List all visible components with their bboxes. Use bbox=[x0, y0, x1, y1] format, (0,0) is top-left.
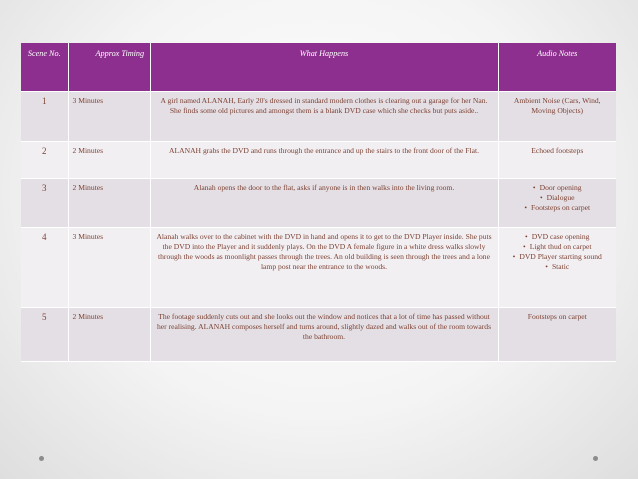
table-row bbox=[21, 92, 616, 142]
audio-note-text: DVD Player starting sound bbox=[519, 252, 602, 262]
audio-note-text: Door opening bbox=[539, 183, 582, 192]
header-row bbox=[21, 43, 616, 92]
audio-notes: Echoed footsteps bbox=[498, 142, 616, 179]
scene-table bbox=[21, 43, 616, 362]
approx-timing: 3 Minutes bbox=[68, 228, 150, 308]
what-happens: ALANAH grabs the DVD and runs through the entrance and up the stairs to the front door of the Flat. bbox=[150, 142, 498, 179]
audio-notes bbox=[498, 179, 616, 228]
header-what-happens: What Happens bbox=[150, 43, 498, 92]
scene-number: 1 bbox=[21, 92, 68, 142]
scene-number: 4 bbox=[21, 228, 68, 308]
audio-notes: Footsteps on carpet bbox=[498, 308, 616, 362]
audio-note-text: Static bbox=[551, 262, 570, 272]
bullet-icon: • bbox=[525, 232, 528, 241]
audio-note-text: DVD case opening bbox=[531, 232, 590, 241]
approx-timing: 3 Minutes bbox=[68, 92, 150, 142]
scene-number: 3 bbox=[21, 179, 68, 228]
list-item bbox=[503, 242, 613, 252]
table-row bbox=[21, 228, 616, 308]
audio-note-text: Footsteps on carpet bbox=[531, 203, 591, 213]
left-dot-icon bbox=[39, 456, 44, 461]
what-happens: Alanah walks over to the cabinet with the DVD in hand and opens it to get to the DVD Player inside. She puts the DVD into the Player and it suddenly plays. On the DVD A female figure in a white dress walks slowly through the woods as moonlight passes through the trees. An old building is seen through the trees and a lone lamp post near the entrance to the woods. bbox=[150, 228, 498, 308]
table-row bbox=[21, 142, 616, 179]
bullet-icon: • bbox=[545, 262, 548, 272]
header-scene: Scene No. bbox=[21, 43, 68, 92]
scene-number: 5 bbox=[21, 308, 68, 362]
bullet-icon: • bbox=[539, 193, 543, 203]
bullet-icon: • bbox=[523, 242, 526, 252]
bullet-icon: • bbox=[532, 183, 536, 192]
right-dot-icon bbox=[593, 456, 598, 461]
list-item bbox=[503, 262, 613, 272]
approx-timing: 2 Minutes bbox=[68, 179, 150, 228]
bullet-icon: • bbox=[524, 203, 528, 213]
audio-notes: Ambient Noise (Cars, Wind, Moving Objects) bbox=[498, 92, 616, 142]
audio-notes-list bbox=[503, 232, 613, 272]
audio-notes bbox=[498, 228, 616, 308]
header-audio-notes: Audio Notes bbox=[498, 43, 616, 92]
list-item bbox=[503, 203, 613, 213]
audio-notes-list bbox=[503, 183, 613, 213]
list-item bbox=[503, 232, 613, 242]
audio-note-text: Dialogue bbox=[546, 193, 575, 203]
scene-number: 2 bbox=[21, 142, 68, 179]
table-row bbox=[21, 179, 616, 228]
header-timing: Approx Timing bbox=[68, 43, 150, 92]
approx-timing: 2 Minutes bbox=[68, 308, 150, 362]
audio-note-text: Light thud on carpet bbox=[529, 242, 592, 252]
what-happens: Alanah opens the door to the flat, asks if anyone is in then walks into the living room. bbox=[150, 179, 498, 228]
what-happens: A girl named ALANAH, Early 20's dressed in standard modern clothes is clearing out a garage for her Nan. She finds some old pictures and amongst them is a blank DVD case which she checks but puts aside.. bbox=[150, 92, 498, 142]
list-item bbox=[503, 252, 613, 262]
approx-timing: 2 Minutes bbox=[68, 142, 150, 179]
list-item bbox=[503, 193, 613, 203]
table-row bbox=[21, 308, 616, 362]
list-item bbox=[503, 183, 613, 193]
bullet-icon: • bbox=[512, 252, 516, 262]
what-happens: The footage suddenly cuts out and she looks out the window and notices that a lot of time has passed without her realising. ALANAH composes herself and turns around, slightly dazed and walks out of the room towards the bathroom. bbox=[150, 308, 498, 362]
